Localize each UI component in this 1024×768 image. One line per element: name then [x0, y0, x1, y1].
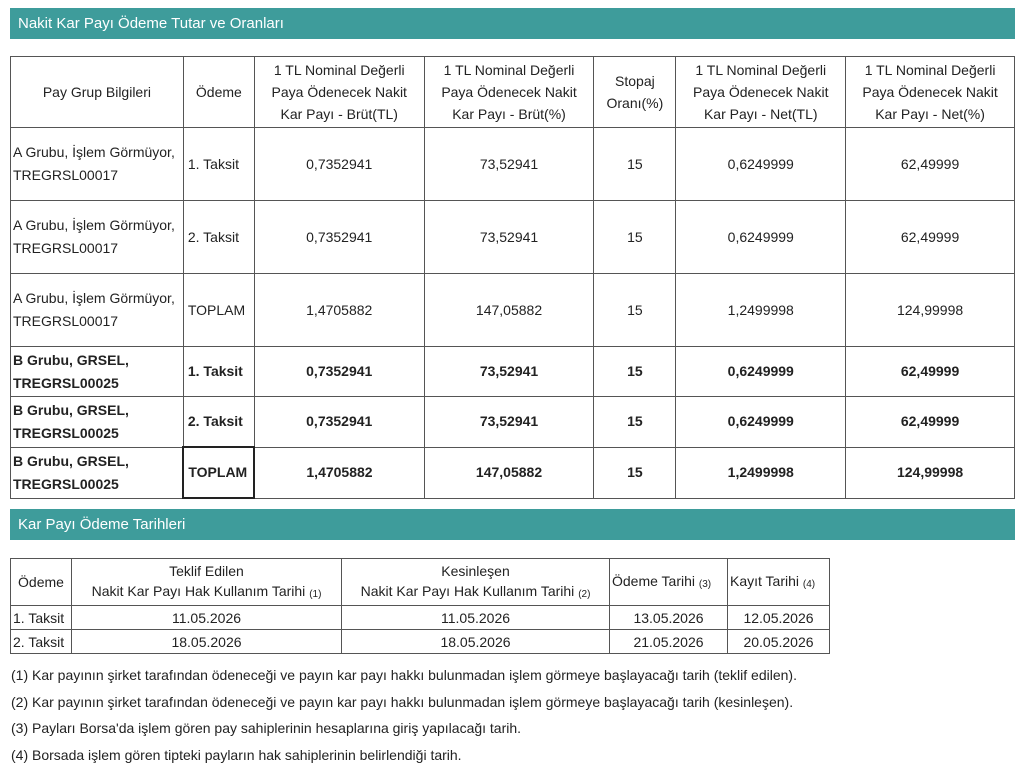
cell-net-tl: 1,2499998	[676, 274, 846, 347]
cell-net-pct: 62,49999	[846, 347, 1015, 397]
cell-gross-tl: 0,7352941	[254, 201, 424, 274]
col-header-gross-tl: 1 TL Nominal Değerli Paya Ödenecek Nakit Kar Payı - Brüt(TL)	[254, 57, 424, 128]
cell-gross-tl: 1,4705882	[254, 447, 424, 498]
payment-dates-table	[10, 558, 830, 654]
dividend-amounts-header: Nakit Kar Payı Ödeme Tutar ve Oranları	[10, 8, 1015, 39]
col-header-payment: Ödeme	[11, 559, 72, 606]
cell-payment: 1. Taksit	[183, 128, 254, 201]
cell-net-pct: 62,49999	[846, 397, 1015, 448]
footnotes	[11, 662, 797, 768]
table-row	[11, 128, 1015, 201]
table-row	[11, 397, 1015, 448]
cell-offered-date: 11.05.2026	[72, 606, 342, 630]
cell-withholding: 15	[594, 347, 676, 397]
cell-payment: TOPLAM	[183, 274, 254, 347]
cell-net-tl: 0,6249999	[676, 397, 846, 448]
cell-group: B Grubu, GRSEL, TREGRSL00025	[11, 347, 184, 397]
table-header-row	[11, 559, 830, 606]
footnote-ref-2: (2)	[578, 588, 591, 600]
table-row	[11, 201, 1015, 274]
cell-withholding: 15	[594, 274, 676, 347]
cell-payment-date: 13.05.2026	[610, 606, 728, 630]
cell-payment: 2. Taksit	[183, 201, 254, 274]
table-header-row	[11, 57, 1015, 128]
footnote-4: (4) Borsada işlem gören tipteki payların hak sahiplerinin belirlendiği tarih.	[11, 746, 462, 763]
col-header-withholding: Stopaj Oranı(%)	[594, 57, 676, 128]
cell-payment: 1. Taksit	[183, 347, 254, 397]
footnote-ref-3: (3)	[698, 578, 712, 590]
record-date-header-text: Kayıt Tarihi	[730, 572, 799, 589]
col-header-payment: Ödeme	[183, 57, 254, 128]
final-header-line2	[344, 581, 607, 604]
offered-header-text: Nakit Kar Payı Hak Kullanım Tarihi	[91, 582, 306, 599]
cell-net-tl: 0,6249999	[676, 128, 846, 201]
cell-gross-tl: 0,7352941	[254, 128, 424, 201]
cell-net-tl: 0,6249999	[676, 201, 846, 274]
cell-group: B Grubu, GRSEL, TREGRSL00025	[11, 397, 184, 448]
cell-record-date: 12.05.2026	[728, 606, 830, 630]
table-row	[11, 274, 1015, 347]
cell-gross-tl: 0,7352941	[254, 397, 424, 448]
offered-header-line2	[74, 581, 339, 604]
table-row	[11, 347, 1015, 397]
footnote-ref-4: (4)	[802, 578, 816, 590]
cell-net-pct: 62,49999	[846, 201, 1015, 274]
cell-gross-pct: 147,05882	[424, 274, 594, 347]
table-row	[11, 630, 830, 654]
cell-net-tl: 0,6249999	[676, 347, 846, 397]
col-header-group: Pay Grup Bilgileri	[11, 57, 184, 128]
dividend-amounts-table	[10, 56, 1015, 499]
cell-offered-date: 18.05.2026	[72, 630, 342, 654]
cell-group: A Grubu, İşlem Görmüyor, TREGRSL00017	[11, 128, 184, 201]
cell-gross-pct: 73,52941	[424, 397, 594, 448]
cell-payment-date: 21.05.2026	[610, 630, 728, 654]
cell-gross-tl: 0,7352941	[254, 347, 424, 397]
cell-net-tl: 1,2499998	[676, 447, 846, 498]
final-header-line1: Kesinleşen	[441, 562, 510, 579]
payment-dates-header: Kar Payı Ödeme Tarihleri	[10, 509, 1015, 540]
cell-group: B Grubu, GRSEL, TREGRSL00025	[11, 447, 184, 498]
offered-header-line1: Teklif Edilen	[169, 562, 244, 579]
col-header-net-pct: 1 TL Nominal Değerli Paya Ödenecek Nakit Kar Payı - Net(%)	[846, 57, 1015, 128]
cell-gross-pct: 147,05882	[424, 447, 594, 498]
col-header-record-date	[728, 559, 830, 606]
final-header-text: Nakit Kar Payı Hak Kullanım Tarihi	[360, 582, 575, 599]
col-header-payment-date	[610, 559, 728, 606]
cell-gross-tl: 1,4705882	[254, 274, 424, 347]
cell-gross-pct: 73,52941	[424, 347, 594, 397]
cell-net-pct: 124,99998	[846, 274, 1015, 347]
col-header-offered-date	[72, 559, 342, 606]
cell-final-date: 11.05.2026	[342, 606, 610, 630]
cell-payment: 2. Taksit	[183, 397, 254, 448]
cell-gross-pct: 73,52941	[424, 201, 594, 274]
cell-group: A Grubu, İşlem Görmüyor, TREGRSL00017	[11, 274, 184, 347]
cell-payment: 2. Taksit	[11, 630, 72, 654]
cell-group: A Grubu, İşlem Görmüyor, TREGRSL00017	[11, 201, 184, 274]
cell-withholding: 15	[594, 397, 676, 448]
cell-withholding: 15	[594, 201, 676, 274]
footnote-1: (1) Kar payının şirket tarafından ödeneceği ve payın kar payı hakkı bulunmadan işlem görmeye başlayacağı tarih (teklif edilen).	[11, 667, 797, 683]
cell-gross-pct: 73,52941	[424, 128, 594, 201]
table-row	[11, 447, 1015, 498]
cell-net-pct: 124,99998	[846, 447, 1015, 498]
cell-record-date: 20.05.2026	[728, 630, 830, 654]
footnote-3: (3) Payları Borsa'da işlem gören pay sahiplerinin hesaplarına giriş yapılacağı tarih.	[11, 720, 522, 736]
table-row	[11, 606, 830, 630]
cell-final-date: 18.05.2026	[342, 630, 610, 654]
cell-withholding: 15	[594, 447, 676, 498]
footnote-ref-1: (1)	[309, 588, 322, 600]
payment-date-header-text: Ödeme Tarihi	[612, 572, 696, 589]
cell-net-pct: 62,49999	[846, 128, 1015, 201]
col-header-gross-pct: 1 TL Nominal Değerli Paya Ödenecek Nakit Kar Payı - Brüt(%)	[424, 57, 594, 128]
col-header-net-tl: 1 TL Nominal Değerli Paya Ödenecek Nakit Kar Payı - Net(TL)	[676, 57, 846, 128]
footnote-2: (2) Kar payının şirket tarafından ödeneceği ve payın kar payı hakkı bulunmadan işlem görmeye başlayacağı tarih (kesinleşen).	[11, 693, 794, 710]
cell-payment: 1. Taksit	[11, 606, 72, 630]
cell-withholding: 15	[594, 128, 676, 201]
cell-payment: TOPLAM	[183, 447, 254, 498]
col-header-final-date	[342, 559, 610, 606]
